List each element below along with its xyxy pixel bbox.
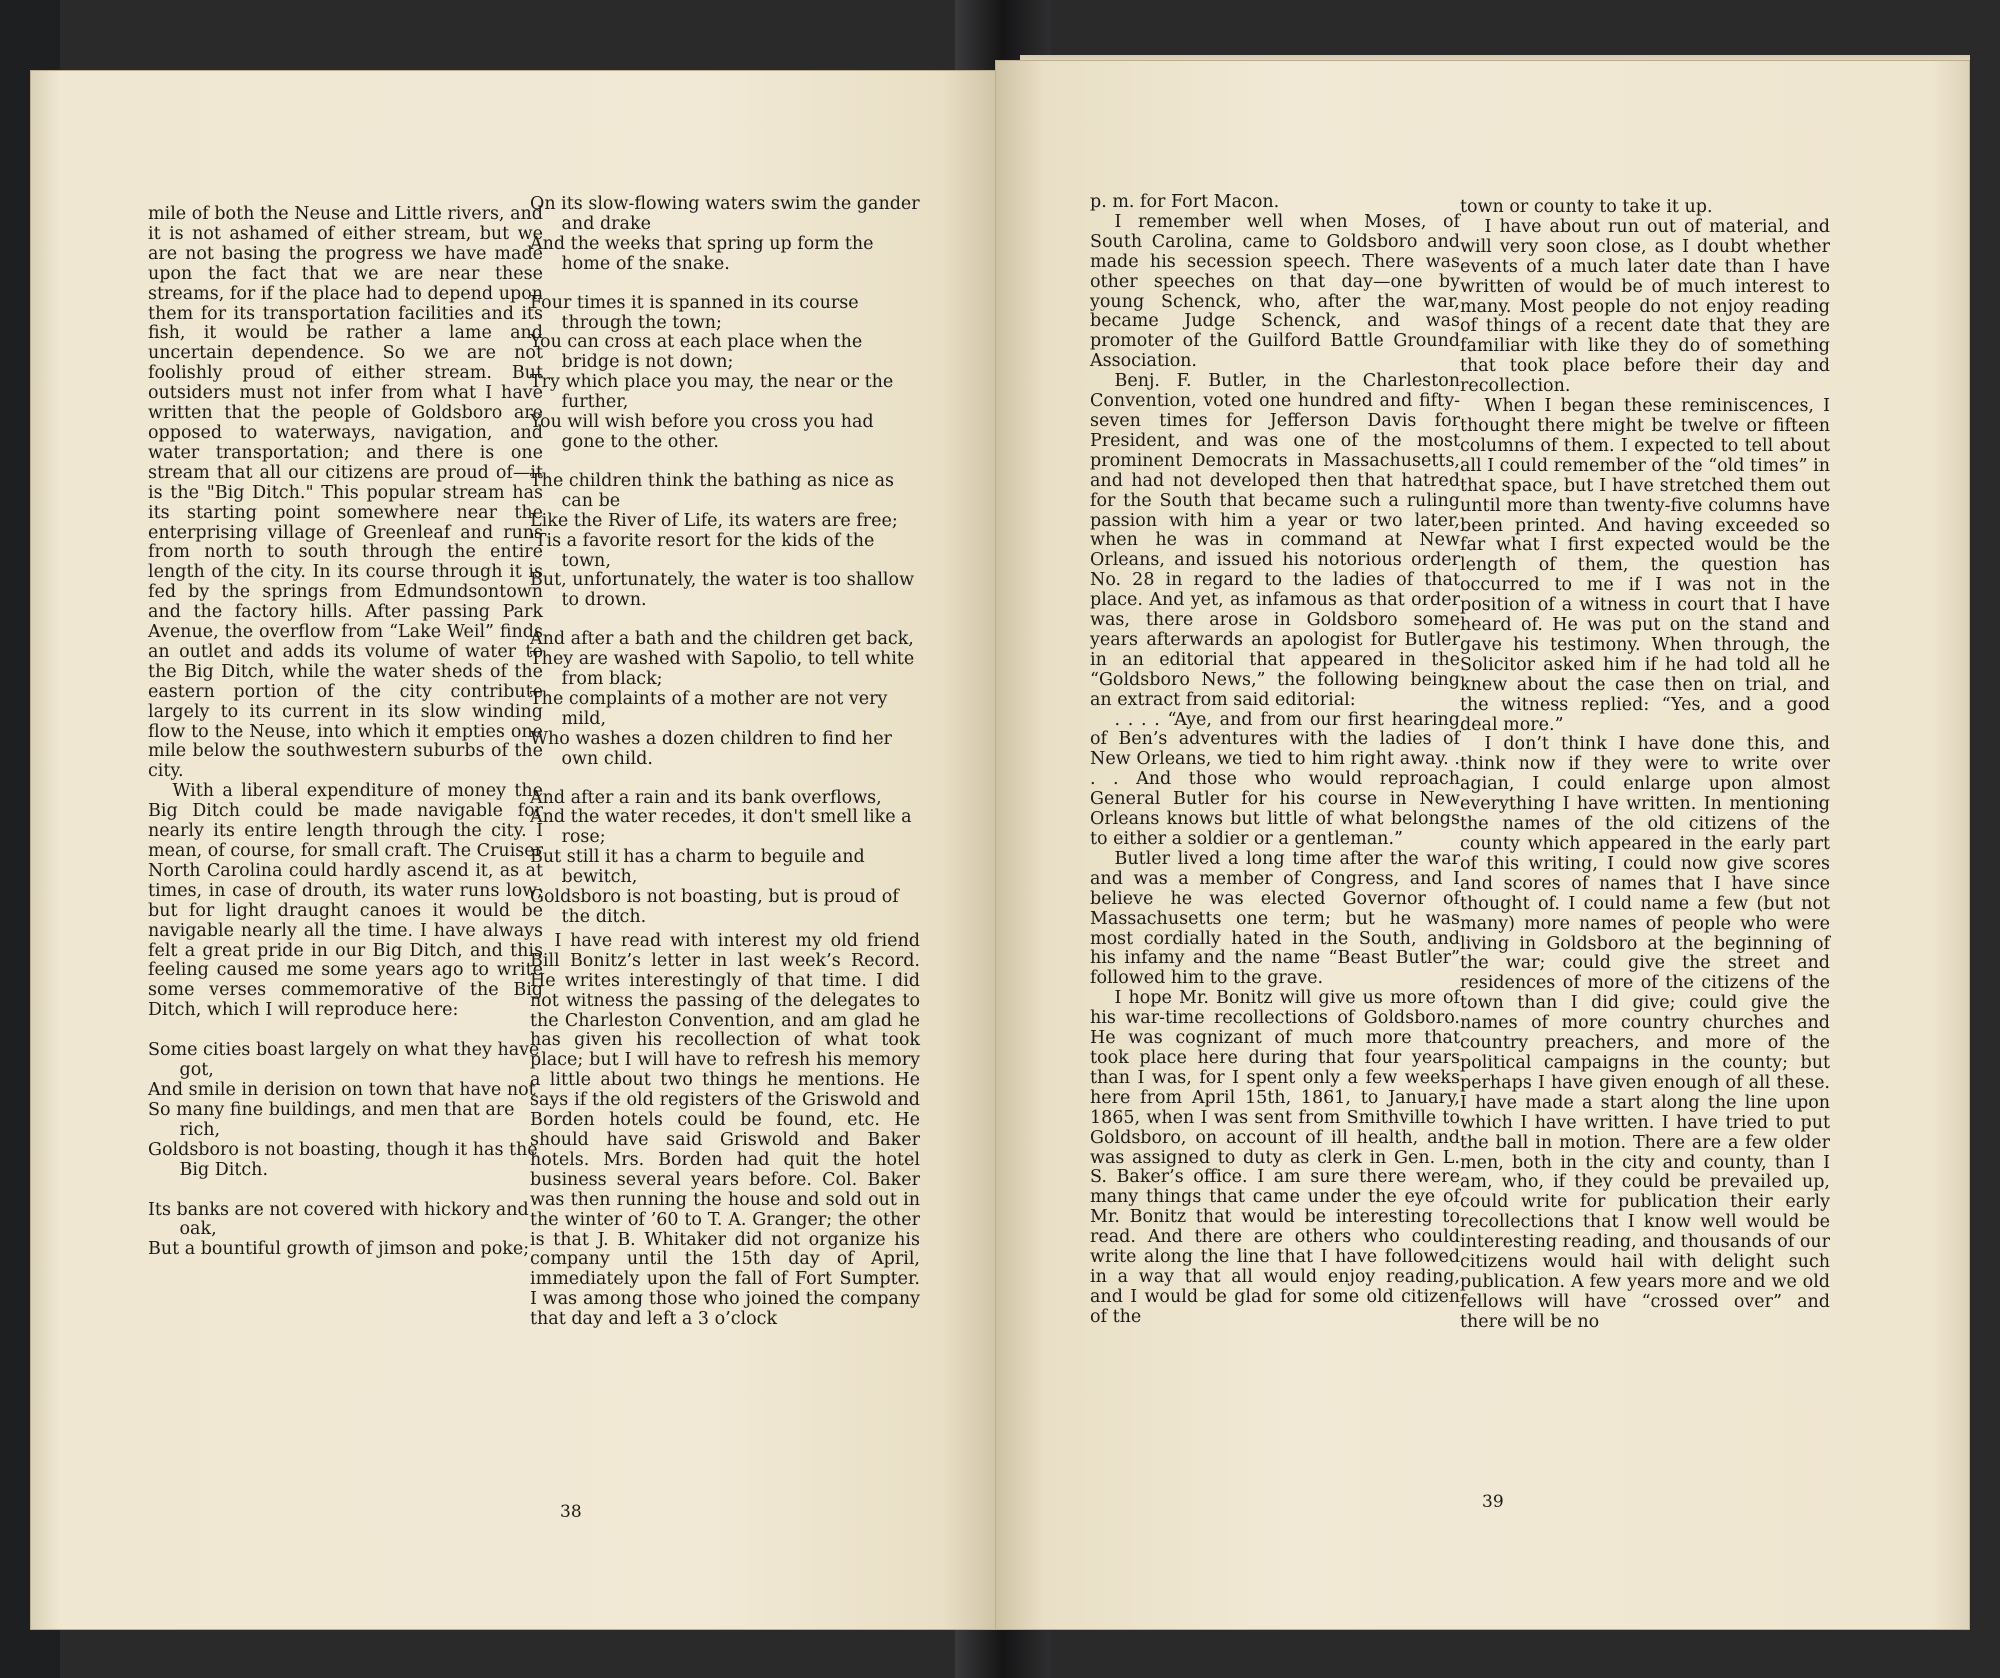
verse-stanza [148, 1201, 543, 1261]
page-number: 39 [1482, 1492, 1504, 1512]
verse-line: And smile in derision on town that have not [148, 1079, 536, 1100]
verse-line: But a bountiful growth of jimson and poke; [148, 1239, 530, 1260]
verse-stanza [530, 789, 920, 928]
verse-line: Like the River of Life, its waters are free; [530, 510, 898, 531]
paragraph: mile of both the Neuse and Little rivers, and it is not ashamed of either stream, but we are not basing the progress we have made upon the fact that we are near these streams, for if the place had to depend upon them for its transportation facilities and its fish, it would be rather a lame and uncertain dependence. So we are not foolishly proud of either stream. But outsiders must not infer from what I have written that the people of Goldsboro are opposed to waterways, navigation, and water transportation; and there is one stream that all our citizens are proud of—it is the "Big Ditch." This popular stream has its starting point somewhere near the enterprising village of Greenleaf and runs from north to south through the entire length of the city. In its course through it is fed by the springs from Edmundsontown and the factory hills. After passing Park Avenue, the overflow from “Lake Weil” finds an outlet and adds its volume of water to the Big Ditch, while the water sheds of the eastern portion of the city contribute largely to its current in its slow winding flow to the Neuse, into which it empties one mile below the southwestern suburbs of the city. [148, 204, 543, 782]
paragraph: When I began these reminiscences, I thought there might be twelve or fifteen columns of them. I expected to tell about all I could remember of the “old times” in that space, but I have stretched them out until more than twenty-five columns have been printed. And having exceeded so far what I first expected would be the length of them, the question has occurred to me if I was not in the position of a witness in court that I have heard of. He was put on the stand and gave his testimony. When through, the Solicitor asked him if he had told all he knew about the case then on trial, and the witness replied: “Yes, and a good deal more.” [1460, 396, 1830, 735]
verse-line: And after a bath and the children get back, [530, 629, 914, 650]
verse-line: Its banks are not covered with hickory and oak, [148, 1199, 529, 1240]
paragraph: p. m. for Fort Macon. [1090, 192, 1280, 212]
paragraph: I have about run out of material, and will very soon close, as I doubt whether events of a much later date than I have written of would be of much interest to many. Most people do not enjoy reading of things of a recent date that they are familiar with like they do of something that took place before their day and recollection. [1460, 216, 1830, 397]
right-column-2 [1460, 198, 1830, 1333]
verse-line: The children think the bathing as nice as can be [530, 470, 894, 511]
right-column-1 [1090, 193, 1460, 1328]
verse-line: You can cross at each place when the bridge is not down; [530, 332, 863, 373]
verse-stanza [530, 630, 920, 769]
paragraph: With a liberal expenditure of money the Big Ditch could be made navigable for nearly its entire length through the city. I mean, of course, for small craft. The Cruiser North Carolina could hardly ascend it, as at times, in case of drouth, its water runs low; but for light draught canoes it would be navigable nearly all the time. I have always felt a great pride in our Big Ditch, and this feeling caused me some years ago to write some verses commemorative of the Big Ditch, which I will reproduce here: [148, 781, 543, 1021]
page-number: 38 [560, 1502, 582, 1522]
paragraph: Benj. F. Butler, in the Charleston Convention, voted one hundred and fifty-seven times for Jefferson Davis for President, and was one of the most prominent Democrats in Massachusetts, and had not developed then that hatred for the South that became such a ruling passion with him a year or two later, when he was in command at New Orleans, and issued his notorious order No. 28 in regard to the ladies of that place. And yet, as infamous as that order was, there arose in Goldsboro some years afterwards an apologist for Butler in an editorial that appeared in the “Goldsboro News,” the following being an extract from said editorial: [1090, 371, 1460, 710]
paragraph: I have read with interest my old friend Bill Bonitz’s letter in last week’s Record. He writes interestingly of that time. I did not witness the passing of the delegates to the Charleston Convention, and am glad he has given his recollection of what took place; but I will have to refresh his memory a little about two things he mentions. He says if the old registers of the Griswold and Borden hotels could be found, etc. He should have said Griswold and Baker hotels. Mrs. Borden had quit the hotel business several years before. Col. Baker was then running the house and sold out in the winter of ’60 to T. A. Granger; the other is that J. B. Whitaker did not organize his company until the 15th day of April, immediately upon the fall of Fort Sumpter. I was among those who joined the company that day and left a 3 o’clock [530, 930, 920, 1330]
verse-line: Some cities boast largely on what they have got, [148, 1040, 540, 1081]
verse-line: Goldsboro is not boasting, but is proud of the ditch. [530, 887, 899, 927]
paragraph: Butler lived a long time after the war and was a member of Congress, and I believe he was elected Governor of Massachusetts one term; but he was most cordially hated in the South, and his infamy and the name “Beast Butler” followed him to the grave. [1090, 848, 1460, 989]
right-page [995, 60, 1970, 1630]
verse-line: But still it has a charm to beguile and bewitch, [530, 847, 865, 888]
verse-line: On its slow-flowing waters swim the gander and drake [530, 194, 920, 234]
verse-line: And the water recedes, it don't smell like a rose; [530, 807, 912, 848]
verse-line: Four times it is spanned in its course through the town; [530, 292, 859, 333]
left-page [30, 70, 1000, 1630]
verse-line: Goldsboro is not boasting, though it has the Big Ditch. [148, 1139, 538, 1180]
verse-stanza [530, 195, 920, 275]
verse-stanza [148, 1041, 543, 1180]
paragraph: I don’t think I have done this, and think now if they were to write over agian, I could enlarge upon almost everything I have written. In mentioning the names of the old citizens of the county which appeared in the early part of this writing, I could now give scores and scores of names that I have since thought of. I could name a few (but not many) more names of people who were living in Goldsboro at the beginning of the war; could give the street and residences of more of the citizens of the town than I did give; could give the names of more country churches and country preachers, and more of the political campaigns in the county; but perhaps I have given enough of all these. I have made a start along the line upon which I have written. I have tried to put the ball in motion. There are a few older men, both in the city and county, than I am, who, if they could be prevailed up, could write for publication their early recollections that I know well would be interesting reading, and thousands of our citizens would hail with delight such publication. A few years more and we old fellows will have “crossed over” and there will be no [1460, 734, 1830, 1332]
verse-line: 'Tis a favorite resort for the kids of the town, [530, 530, 875, 571]
verse-stanza [530, 472, 920, 611]
verse-line: Try which place you may, the near or the further, [530, 372, 894, 413]
verse-line: They are washed with Sapolio, to tell white from black; [530, 649, 915, 690]
verse-line: And after a rain and its bank overflows, [530, 787, 882, 808]
paragraph: I hope Mr. Bonitz will give us more of his war-time recollections of Goldsboro. He was cognizant of much more that took place here during that four years than I was, for I spent only a few weeks here from April 15th, 1861, to January, 1865, when I was sent from Smithville to Goldsboro, on account of ill health, and was assigned to duty as clerk in Gen. L. S. Baker’s office. I am sure there were many things that came under the eye of Mr. Bonitz that would be interesting to read. And there are others who could write along the line that I have followed in a way that all would enjoy reading, and I would be glad for some old citizen of the [1090, 988, 1460, 1327]
verse-stanza [530, 294, 920, 453]
verse-line: And the weeks that spring up form the home of the snake. [530, 233, 874, 274]
paragraph: I remember well when Moses, of South Carolina, came to Goldsboro and made his secession speech. There was other speeches on that day—one by young Schenck, who, after the war, became Judge Schenck, and was promoter of the Guilford Battle Ground Association. [1090, 211, 1460, 372]
verse-line: Who washes a dozen children to find her own child. [530, 728, 892, 769]
verse-line: But, unfortunately, the water is too shallow to drown. [530, 570, 915, 611]
verse-line: The complaints of a mother are not very mild, [530, 688, 888, 729]
paragraph: . . . . “Aye, and from our first hearing of Ben’s adventures with the ladies of New Orleans, we tied to him right away. . . . And those who would reproach General Butler for his course in New Orleans knows but little of what belongs to either a soldier or a gentleman.” [1090, 709, 1460, 849]
verse-line: So many fine buildings, and men that are rich, [148, 1099, 515, 1140]
left-column-2 [530, 195, 920, 1330]
left-column-1 [148, 205, 543, 1260]
paragraph: town or county to take it up. [1460, 197, 1713, 217]
verse-line: You will wish before you cross you had gone to the other. [530, 412, 874, 452]
